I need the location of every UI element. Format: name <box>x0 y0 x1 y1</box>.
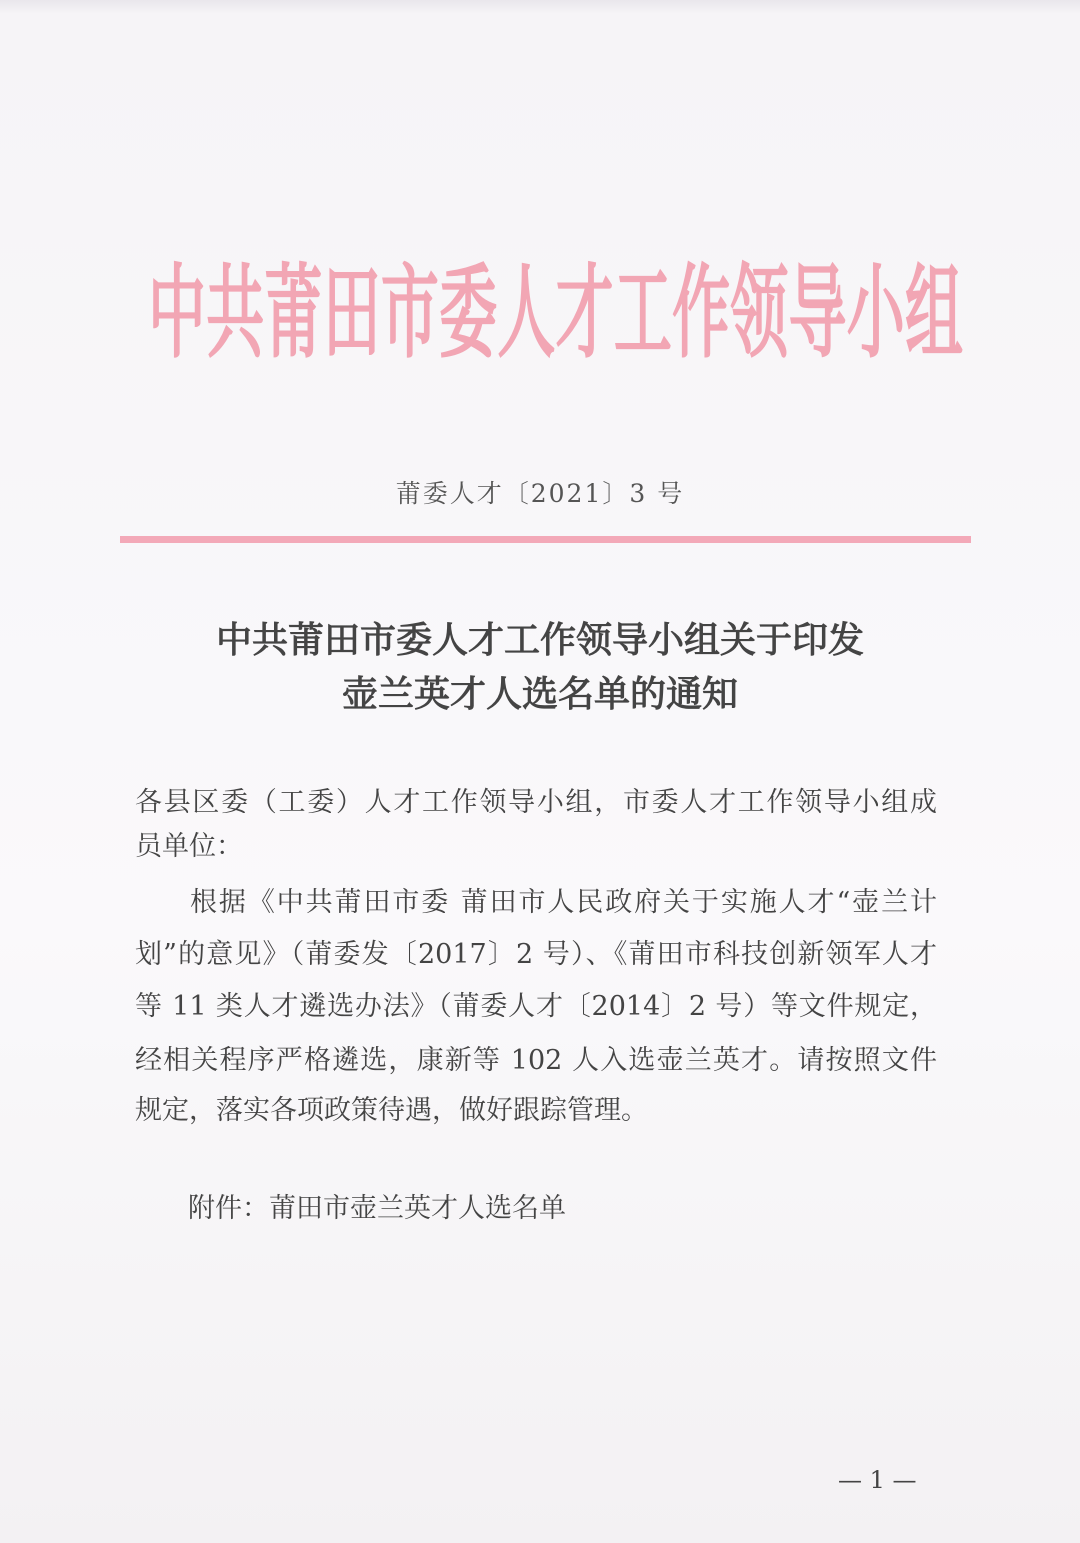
salutation-line-1: 各县区委（工委）人才工作领导小组，市委人才工作领导小组成 <box>135 787 937 818</box>
body-line: 规定，落实各项政策待遇，做好跟踪管理。 <box>135 1095 648 1126</box>
page-number: — 1 — <box>838 1466 917 1494</box>
document-title-line-1: 中共莆田市委人才工作领导小组关于印发 <box>215 619 864 661</box>
red-divider-line <box>120 536 971 543</box>
body-line: 等 11 类人才遴选办法》（莆委人才〔2014〕2 号）等文件规定， <box>135 991 937 1022</box>
document-number: 莆委人才〔2021〕3 号 <box>395 479 685 508</box>
issuer-letterhead: 中共莆田市委人才工作领导小组 <box>148 253 963 373</box>
body-line: 经相关程序严格遴选，康新等 102 人入选壶兰英才。请按照文件 <box>135 1045 937 1076</box>
attachment-line: 附件：莆田市壶兰英才人选名单 <box>188 1193 566 1224</box>
body-line: 划”的意见》（莆委发〔2017〕2 号）、《莆田市科技创新领军人才 <box>135 939 937 970</box>
document-title-line-2: 壶兰英才人选名单的通知 <box>341 673 738 715</box>
salutation-line-2: 员单位： <box>135 831 243 862</box>
body-line: 根据《中共莆田市委 莆田市人民政府关于实施人才“壶兰计 <box>190 887 937 918</box>
